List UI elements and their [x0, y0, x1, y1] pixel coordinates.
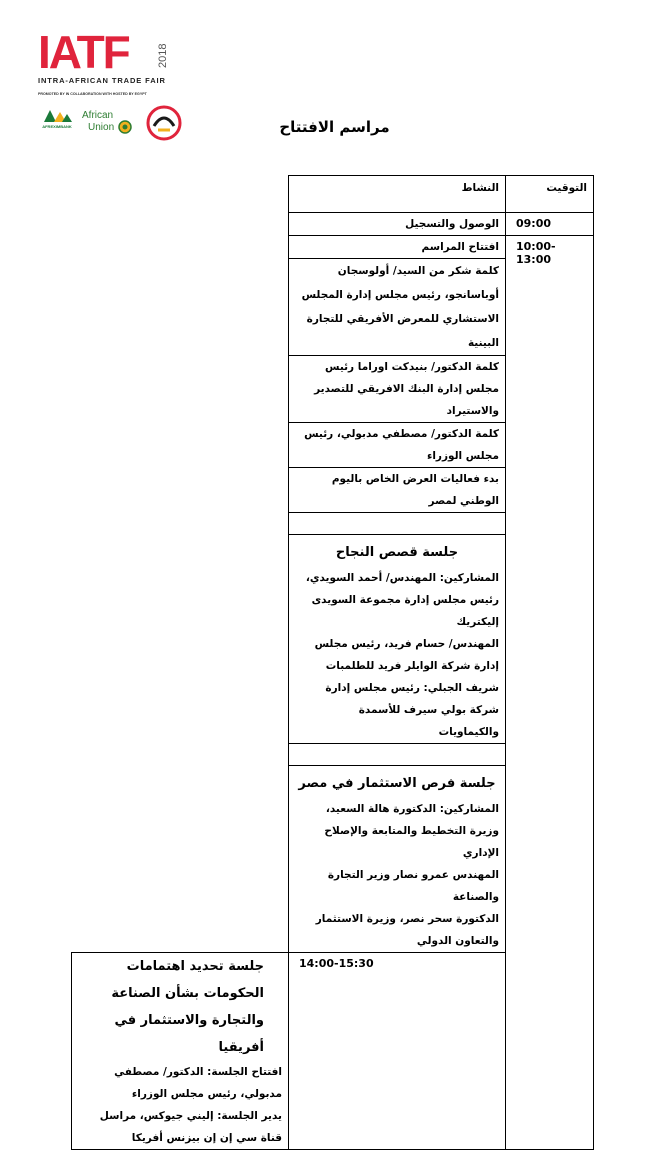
- table-row: [72, 213, 594, 236]
- activity-cell: كلمة الدكتور/ مصطفي مدبولي، رئيس مجلس الوزراء: [289, 423, 506, 468]
- session-line: افتتاح الجلسة: الدكتور/ مصطفي مدبولي، رئيس مجلس الوزراء: [114, 1066, 282, 1100]
- activity-cell: الوصول والتسجيل: [289, 213, 506, 236]
- iatf-tagline: INTRA-AFRICAN TRADE FAIR: [38, 76, 166, 85]
- activity-cell: كلمة الدكتور/ بنيدكت اوراما رئيس مجلس إدارة البنك الافريقي للتصدير والاستيراد: [289, 356, 506, 423]
- session-line: المشاركين: المهندس/ أحمد السويدي، رئيس مجلس إدارة مجموعة السويدى إليكتريك: [305, 572, 499, 628]
- iatf-year: 2018: [157, 43, 169, 68]
- svg-text:IATF: IATF: [38, 28, 129, 72]
- iatf-wordmark: [38, 28, 198, 72]
- session-line: الدكتورة سحر نصر، وزيرة الاستثمار والتعاون الدولي: [315, 913, 499, 947]
- schedule-table: [71, 175, 594, 1150]
- table-header-row: [72, 176, 594, 213]
- time-cell: 14:00-15:30: [289, 953, 506, 1150]
- session-title: جلسة فرص الاستثمار في مصر: [298, 776, 496, 791]
- table-row: [72, 236, 594, 259]
- activity-cell: بدء فعاليات العرض الخاص باليوم الوطني لمصر: [289, 468, 506, 513]
- african-union-logo: African Union: [82, 106, 136, 140]
- session-line: المشاركين: الدكتورة هالة السعيد، وزيرة التخطيط والمتابعة والإصلاح الإداري: [324, 803, 499, 859]
- time-cell: 09:00: [506, 213, 594, 236]
- session-cell: [289, 535, 506, 744]
- session-cell: [289, 766, 506, 953]
- empty-cell: [289, 513, 506, 535]
- activity-cell: كلمة شكر من السيد/ أولوسجان أوباسانجو، رئيس مجلس إدارة المجلس الاستشاري للمعرض الأفريقي للتجارة البينية: [289, 259, 506, 356]
- session-line: شريف الجبلي: رئيس مجلس إدارة شركة بولي سيرف للأسمدة والكيماويات: [325, 682, 499, 738]
- header-activity: النشاط: [289, 176, 506, 213]
- afreximbank-logo: AFREXIMBANK: [40, 108, 74, 134]
- empty-cell: [289, 744, 506, 766]
- session-line: المهندس عمرو نصار وزير التجارة والصناعة: [327, 869, 499, 903]
- session-title: جلسة قصص النجاح: [335, 545, 459, 560]
- session-line: المهندس/ حسام فريد، رئيس مجلس إدارة شركة الوايلر فريد للطلمبات: [314, 638, 499, 672]
- header-time: التوقيت: [506, 176, 594, 213]
- time-cell: 10:00-13:00: [506, 236, 594, 1150]
- session-title: جلسة تحديد اهتمامات الحكومات بشأن الصناعة والتجارة والاستثمار في أفريقيا: [111, 959, 264, 1055]
- iatf-promo-line: PROMOTED BY IN COLLABORATION WITH HOSTED BY EGYPT: [38, 92, 147, 96]
- session-cell: [72, 953, 289, 1150]
- session-line: يدير الجلسة: إليني جيوكس، مراسل قناة سي إن إن بيزنس أفريكا: [99, 1110, 282, 1144]
- activity-cell: افتتاح المراسم: [289, 236, 506, 259]
- page-title: مراسم الافتتاح: [279, 118, 390, 136]
